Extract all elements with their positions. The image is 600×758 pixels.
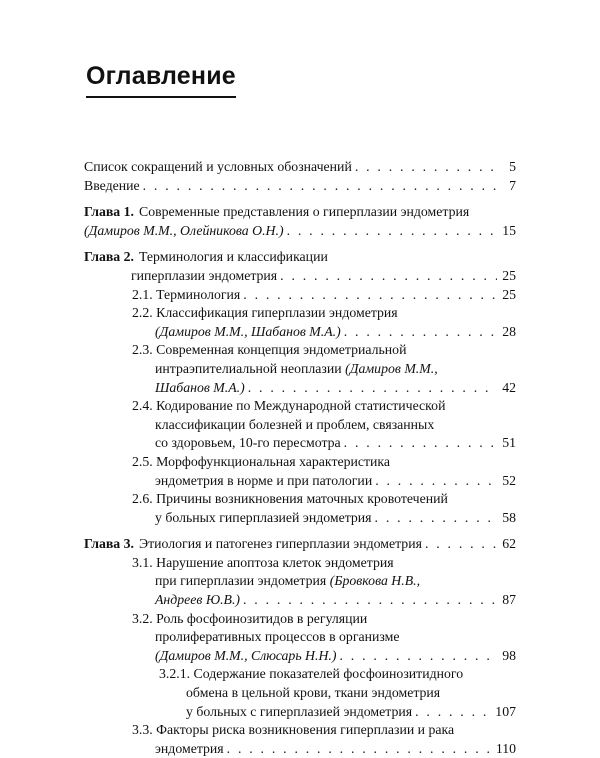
toc-entry-2-2[interactable]: 2.2. Классификация гиперплазии эндометрия (Дамиров М.М., Шабанов М.А.) . . . 28 [84, 304, 516, 341]
toc-entry-chapter-1[interactable]: Глава 1. Современные представления о гиперплазии эндометрия (Дамиров М.М., Олейникова О.Н.) . . . 15 [84, 203, 516, 240]
dot-leader [344, 323, 497, 342]
dot-leader [344, 434, 497, 453]
toc-entry-3-2-1[interactable]: 3.2.1. Содержание показателей фосфоинозитидного обмена в цельной крови, ткани эндометрия у больных с гиперплазией эндометрия . . . 107 [84, 665, 516, 721]
page-number: 107 [495, 703, 516, 719]
dot-leader [375, 509, 497, 528]
toc-entry-3-2[interactable]: 3.2. Роль фосфоинозитидов в регуляции пролиферативных процессов в организме (Дамиров М.М., Слюсарь Н.Н.) . . . 98 [84, 610, 516, 666]
dot-leader [143, 177, 497, 196]
dot-leader [415, 703, 492, 722]
page-number: 5 [509, 159, 516, 174]
page-number: 98 [502, 647, 516, 663]
authors: Андреев Ю.В.) [155, 592, 240, 608]
page-number: 7 [509, 177, 516, 193]
toc-entry-3-1[interactable]: 3.1. Нарушение апоптоза клеток эндометрия при гиперплазии эндометрия (Бровкова Н.В., Андреев Ю.В.) . . . 87 [84, 554, 516, 610]
dot-leader [280, 267, 497, 286]
dot-leader [227, 740, 493, 758]
page-number: 52 [502, 472, 516, 488]
dot-leader [248, 379, 497, 398]
page-number: 25 [502, 286, 516, 302]
toc-entry-3-3[interactable]: 3.3. Факторы риска возникновения гиперплазии и рака эндометрия . . . 110 [84, 721, 516, 758]
toc-entry-2-5[interactable]: 2.5. Морфофункциональная характеристика эндометрия в норме и при патологии . . . 52 [84, 453, 516, 490]
dot-leader [425, 535, 497, 554]
authors: Шабанов М.А.) [155, 379, 245, 395]
dot-leader [375, 472, 497, 491]
page-number: 25 [502, 267, 516, 283]
page-number: 62 [502, 536, 516, 552]
toc-entry-chapter-3[interactable]: Глава 3. Этиология и патогенез гиперплазии эндометрия . . . 62 [84, 535, 516, 554]
page-number: 58 [502, 509, 516, 525]
chapter-label: Глава 1. [84, 204, 135, 220]
authors: (Дамиров М.М., Олейникова О.Н.) [84, 222, 284, 238]
page-title: Оглавление [86, 62, 236, 98]
page-number: 51 [502, 435, 516, 451]
authors: (Бровкова Н.В., [329, 573, 421, 589]
toc-entry-2-6[interactable]: 2.6. Причины возникновения маточных кровотечений у больных гиперплазией эндометрия . . . 58 [84, 490, 516, 527]
toc-entry-2-1[interactable]: 2.1. Терминология . . . 25 [84, 286, 516, 305]
page-number: 87 [502, 592, 516, 608]
authors: (Дамиров М.М., Шабанов М.А.) [155, 323, 341, 339]
dot-leader [243, 591, 497, 610]
table-of-contents [84, 158, 516, 758]
authors: (Дамиров М.М., [345, 360, 438, 376]
toc-entry-2-3[interactable]: 2.3. Современная концепция эндометриальной интраэпителиальной неоплазии (Дамиров М.М., Шабанов М.А.) . . . 42 [84, 341, 516, 397]
toc-entry-abbreviations[interactable]: Список сокращений и условных обозначений . . . 5 [84, 158, 516, 177]
chapter-label: Глава 3. [84, 536, 135, 552]
toc-entry-2-4[interactable]: 2.4. Кодирование по Международной статистической классификации болезней и проблем, связанных со здоровьем, 10-го пересмотра . . . 51 [84, 397, 516, 453]
page-number: 28 [502, 323, 516, 339]
toc-entry-chapter-2[interactable]: Глава 2. Терминология и классификации гиперплазии эндометрия . . . 25 [84, 248, 516, 285]
page-number: 42 [502, 379, 516, 395]
toc-entry-introduction[interactable]: Введение . . . 7 [84, 177, 516, 196]
dot-leader [355, 158, 497, 177]
dot-leader [287, 222, 497, 241]
dot-leader [339, 647, 497, 666]
chapter-label: Глава 2. [84, 249, 135, 265]
page-number: 15 [502, 222, 516, 238]
dot-leader [243, 286, 497, 305]
authors: (Дамиров М.М., Слюсарь Н.Н.) [155, 647, 337, 663]
page-number: 110 [495, 740, 516, 756]
